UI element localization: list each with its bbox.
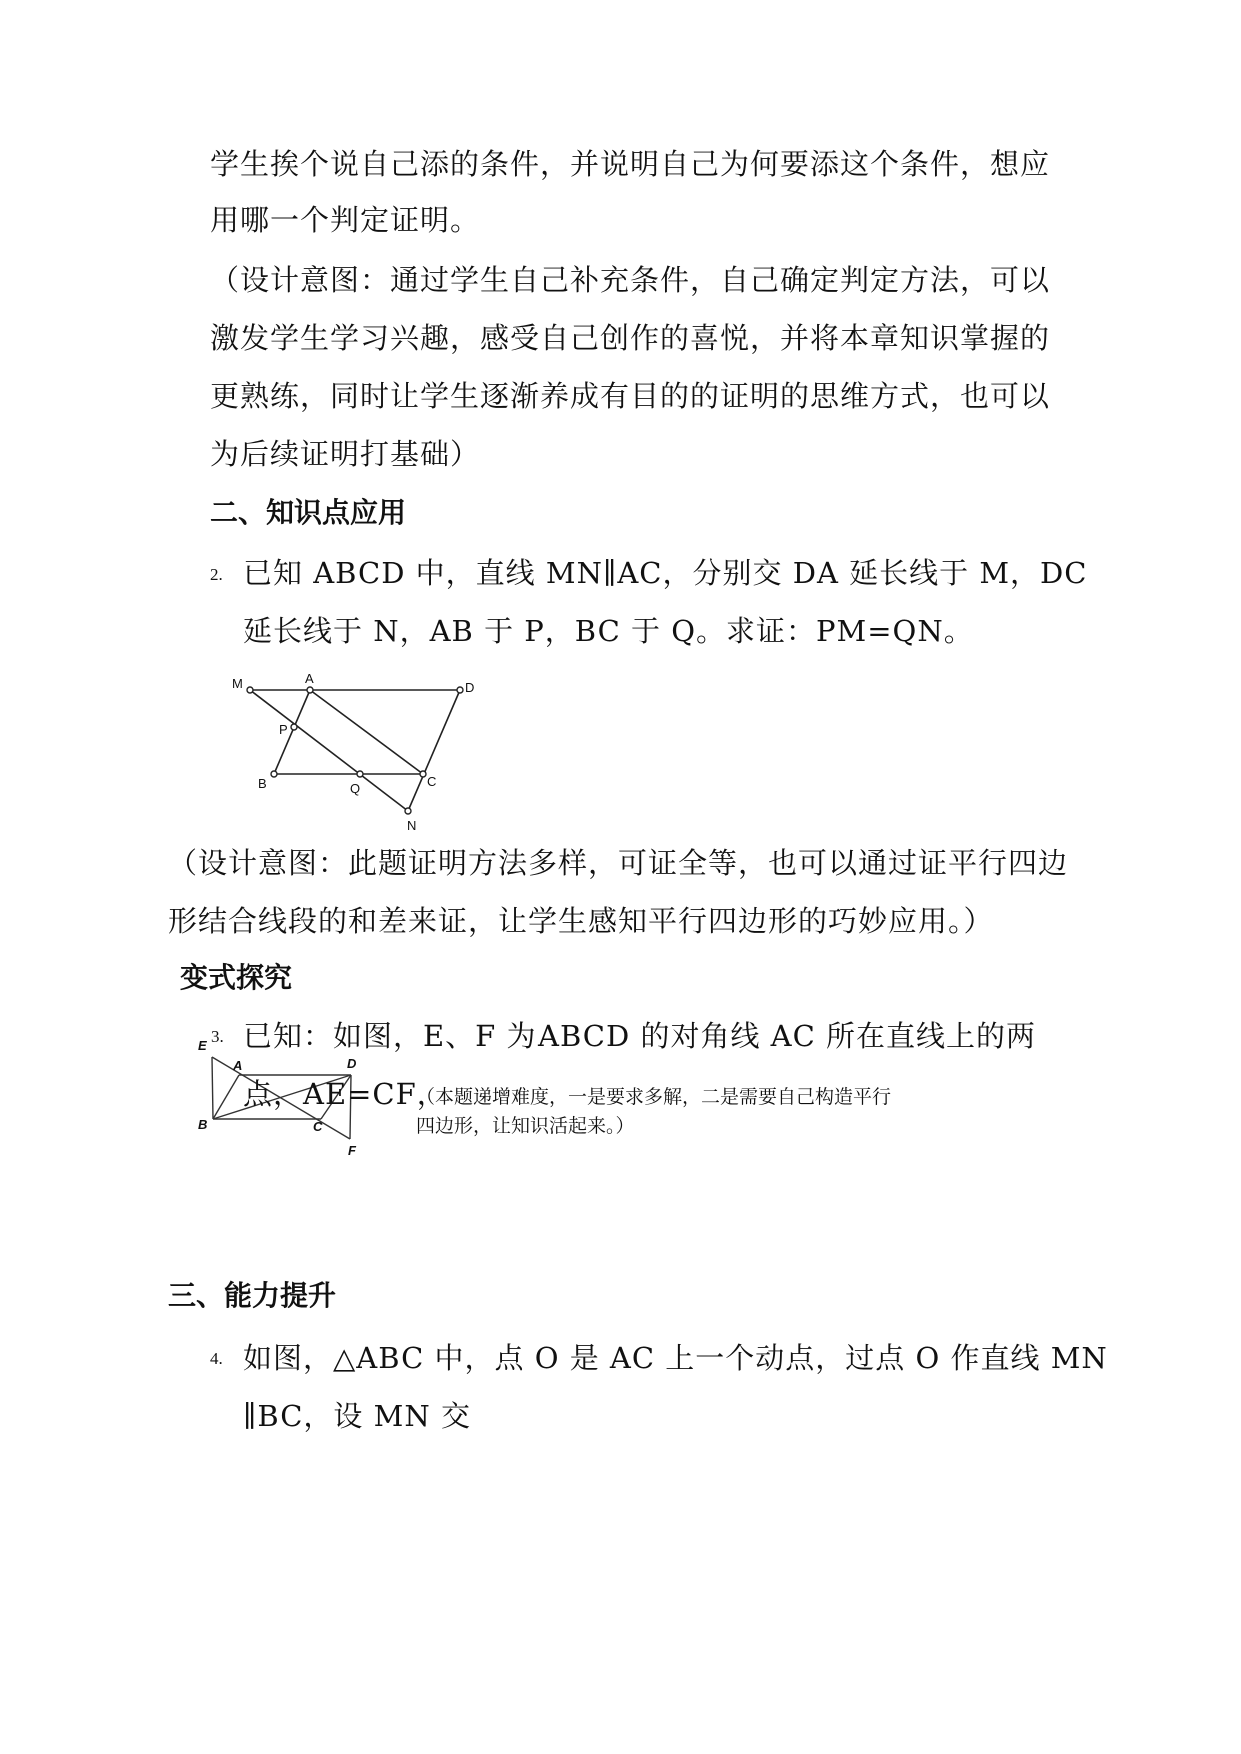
point-p — [291, 724, 297, 730]
section-heading-variant-exploration: 变式探究 — [180, 961, 293, 994]
problem-2-line-1: 已知 ABCD 中，直线 MN∥AC，分别交 DA 延长线于 M，DC — [243, 556, 1088, 590]
point-q — [357, 771, 363, 777]
design-note-2-line-1: （设计意图：此题证明方法多样，可证全等，也可以通过证平行四边 — [168, 846, 1069, 880]
problem-3-line-1b: ABCD 的对角线 AC 所在直线上的两 — [538, 1019, 1037, 1053]
label-b: B — [198, 1117, 208, 1132]
problem-3-number: 3. — [211, 1027, 224, 1046]
point-d — [457, 687, 463, 693]
label-a: A — [305, 671, 314, 686]
design-note-line-1: （设计意图：通过学生自己补充条件，自己确定判定方法，可以 — [210, 263, 1051, 297]
problem-2-line-2: 延长线于 N，AB 于 P，BC 于 Q。求证：PM=QN。 — [243, 614, 974, 648]
label-c: C — [427, 774, 437, 789]
label-e: E — [198, 1038, 207, 1053]
design-note-line-2: 激发学生学习兴趣，感受自己创作的喜悦，并将本章知识掌握的 — [210, 321, 1051, 355]
label-p: P — [279, 722, 288, 737]
segment-dn — [408, 690, 460, 811]
label-b: B — [258, 776, 267, 791]
variant-note-line-1: （本题递增难度，一是要求多解，二是需要自己构造平行 — [416, 1086, 892, 1108]
intro-line-2: 用哪一个判定证明。 — [210, 203, 481, 237]
variant-note-line-2: 四边形，让知识活起来。） — [416, 1115, 635, 1137]
point-c — [420, 771, 426, 777]
segment-mn — [250, 690, 408, 811]
label-c: C — [313, 1119, 323, 1134]
label-d: D — [465, 680, 475, 695]
design-note-line-4: 为后续证明打基础） — [210, 437, 481, 471]
problem-3-line-2: 点，AE=CF， — [243, 1077, 447, 1111]
parallelogram-figure-1 — [220, 668, 500, 838]
problem-2-number: 2. — [210, 565, 223, 584]
point-n — [405, 808, 411, 814]
design-note-2-line-2: 形结合线段的和差来证，让学生感知平行四边形的巧妙应用。） — [168, 904, 994, 938]
problem-4-number: 4. — [210, 1349, 223, 1368]
label-a: A — [233, 1058, 243, 1073]
problem-4-line-2: ∥BC，设 MN 交 — [243, 1399, 471, 1433]
point-m — [247, 687, 253, 693]
section-heading-knowledge-application: 二、知识点应用 — [210, 496, 407, 529]
label-f: F — [348, 1143, 356, 1158]
label-n: N — [407, 818, 417, 833]
label-m: M — [232, 676, 243, 691]
point-a — [307, 687, 313, 693]
problem-4-line-1: 如图，△ABC 中，点 O 是 AC 上一个动点，过点 O 作直线 MN — [243, 1341, 1108, 1375]
label-d: D — [347, 1056, 357, 1071]
design-note-line-3: 更熟练，同时让学生逐渐养成有目的的证明的思维方式，也可以 — [210, 379, 1051, 413]
intro-line-1: 学生挨个说自己添的条件，并说明自己为何要添这个条件，想应 — [210, 147, 1051, 181]
segment-e-b — [212, 1057, 213, 1119]
label-q: Q — [350, 781, 361, 796]
problem-3-line-1a: 已知：如图，E、F 为 — [243, 1019, 537, 1053]
section-heading-ability-improvement: 三、能力提升 — [168, 1279, 337, 1312]
segment-ac — [310, 690, 423, 774]
point-b — [271, 771, 277, 777]
